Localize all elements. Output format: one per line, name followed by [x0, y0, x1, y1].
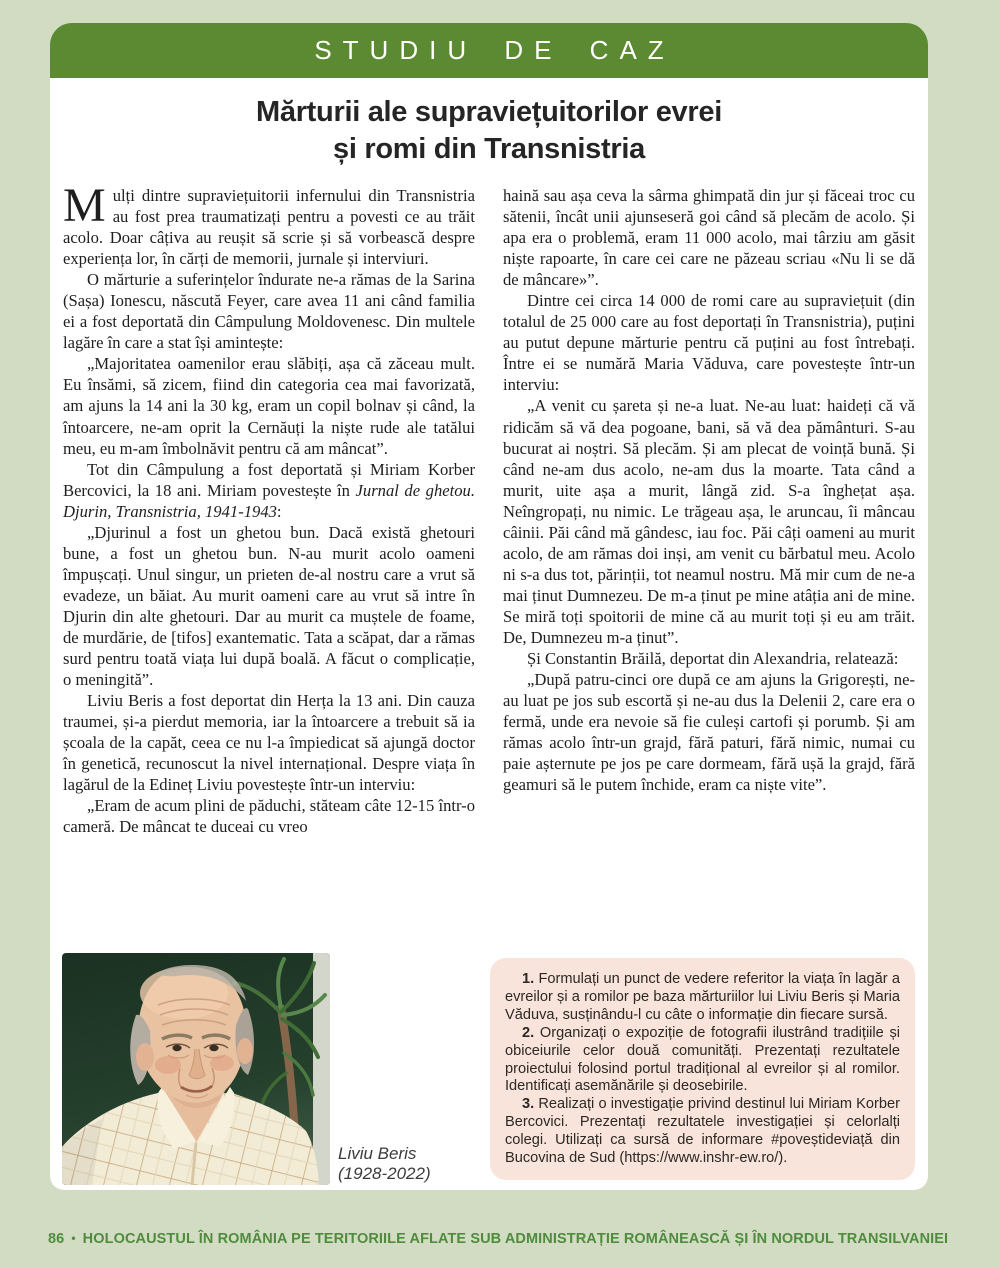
paragraph	[503, 395, 915, 648]
photo-caption-name: Liviu Beris	[338, 1144, 417, 1163]
paragraph	[503, 185, 915, 290]
footer-bullet: •	[71, 1231, 76, 1245]
paragraph	[63, 795, 475, 837]
text-run: Tot din Câmpulung a fost deportată și Miriam Korber Bercovici, la 18 ani. Miriam povestește în	[63, 459, 475, 500]
task-number: 1.	[522, 971, 539, 987]
text-run: ulți dintre supraviețuitorii infernului din Transnistria au fost prea traumatizați pentru a povesti ce au trăit acolo. Doar câțiva au reușit să scrie și să vorbească despre experiența lor, în cărți de memorii, jurnale și interviuri.	[63, 186, 475, 269]
page-title-line1: Mărturii ale supraviețuitorilor evrei	[256, 96, 722, 128]
book-title-italic: Jurnal de ghetou. Djurin, Transnistria, 1941-1943	[63, 480, 475, 521]
page-title	[50, 94, 928, 168]
page-footer	[48, 1229, 988, 1248]
text-run: O mărturie a suferințelor îndurate ne-a rămas de la Sarina (Sașa) Ionescu, născută Feyer, care avea 11 ani când familia ei a fost deportată din Câmpulung Moldovenesc. Din multele lagăre în care a stat își amintește:	[63, 270, 475, 353]
task-number: 2.	[522, 1024, 540, 1041]
paragraph	[63, 459, 475, 522]
text-run: „Eram de acum plini de păduchi, stăteam câte 12-15 într-o cameră. De mâncat te duceai cu vreo	[63, 796, 475, 837]
task-item: 1. Formulați un punct de vedere referitor la viața în lagăr a evreilor și a romilor pe baza mărturiilor lui Liviu Beris și Maria Văduva, susținându-l cu câte o informație din fiecare sursă.	[505, 971, 900, 1023]
task-item: 2. Organizați o expoziție de fotografii ilustrând tradițiile și obiceiurile celor două comunități. Prezentați rezultatele proiectului folosind portul tradițional al evreilor și al romilor. Identificați asemănările și deosebirile.	[505, 1024, 900, 1095]
text-run: Și Constantin Brăilă, deportat din Alexandria, relatează:	[527, 649, 899, 669]
page-content	[50, 78, 928, 1190]
paragraph	[503, 290, 915, 395]
paragraph	[63, 269, 475, 353]
drop-cap: M	[63, 179, 106, 232]
task-number: 3.	[522, 1096, 539, 1113]
paragraph	[63, 353, 475, 458]
case-study-banner	[50, 23, 928, 78]
task-item: 3. Realizați o investigație privind destinul lui Miriam Korber Bercovici. Prezentați rezultatele investigației și celorlalți colegi. Utilizați ca sursă de informare #poveștideviață din Bucovina de Sud (https://www.inshr-ew.ro/).	[505, 1096, 900, 1167]
photo-caption-years: (1928-2022)	[338, 1164, 431, 1183]
text-run: „După patru-cinci ore după ce am ajuns la Grigorești, ne-au luat pe jos sub escortă și ne-au dus la Delenii 2, care era o fermă, unde era nevoie să fie culeși cartofi și porumb. Și am rămas acolo într-un grajd, fără paturi, fără nimic, numai cu paie așternute pe jos pe care dormeam, fără ușă la grajd, fără geamuri să le putem închide, eram ca niște vite”.	[503, 670, 915, 795]
article-column-left	[63, 179, 475, 837]
article-column-right	[503, 185, 915, 795]
page-number: 86	[48, 1231, 65, 1247]
paragraph	[503, 648, 915, 669]
banner-label: STUDIU DE CAZ	[314, 35, 675, 65]
liviu-beris-photo	[62, 953, 330, 1185]
text-run: Liviu Beris a fost deportat din Herța la 13 ani. Din cauza traumei, și-a pierdut memoria, iar la întoarcere a trebuit să ia școala de la capăt, ceea ce nu l-a împiedicat să ajungă doctor în genetică, recunoscut la nivel internațional. Despre viața în lagărul de la Edineț Liviu povestește într-un interviu:	[63, 691, 475, 795]
paragraph	[63, 522, 475, 690]
portrait-illustration	[62, 953, 330, 1185]
text-run: haină sau așa ceva la sârma ghimpată din jur și făceai troc cu sătenii, încât unii ajunseseră goi când să plecăm de acolo. Și apa era o problemă, eram 11 000 acolo, mai târziu am găsit niște rapoarte, în care cei care ne păzeau scriau «Nu li se dă de mâncare»”.	[503, 186, 915, 290]
text-run: „A venit cu șareta și ne-a luat. Ne-au luat: haideți că vă ridicăm să vă dea pogoane, bani, să vă dea pământuri. S-au bucurat ai noștri. Să plecăm. Și am plecat de voință bună. Și când ne-am dus acolo, ne-am dus la moarte. Tata când a murit, uite așa a murit, lângă zid. S-a înghețat așa. Neîngropați, nu nimic. Le trăgeau așa, le aruncau, îi mâncau câinii. Păi când mă gândesc, iau foc. Păi câți oameni au murit acolo, de am rămas doi inși, am venit cu bărbatul meu. Acolo ni s-a dus tot, părinții, tot neamul nostru. Mă mir cum de ne-a mai ținut Dumnezeu. De m-a ținut pe mine atâția ani de mine. Se miră toți spoitorii de mine că au murit toți și eu am trăit. De, Dumnezeu m-a ținut”.	[503, 396, 915, 647]
text-run: :	[276, 501, 282, 521]
wall-strip	[313, 953, 330, 1185]
paragraph	[63, 179, 475, 269]
paragraph	[503, 669, 915, 795]
tasks-box	[490, 958, 915, 1180]
text-run: Dintre cei circa 14 000 de romi care au supraviețuit (din totalul de 25 000 care au fost deportați în Transnistria), puțini au putut depune mărturie pentru că puțini au fost întrebați. Între ei se numără Maria Văduva, care povestește într-un interviu:	[503, 291, 915, 395]
photo-caption	[338, 1144, 431, 1184]
text-run: „Majoritatea oamenilor erau slăbiți, așa că zăceau mult. Eu însămi, să zicem, fiind din categoria cea mai favorizată, am ajuns la 14 ani la 30 kg, eram un copil bolnav și când, la întoarcere, ne-am oprit la Cernăuți la niște rude ale tatălui meu, eu m-am îmbolnăvit pentru că am mâncat”.	[63, 354, 475, 458]
footer-text: HOLOCAUSTUL ÎN ROMÂNIA PE TERITORIILE AFLATE SUB ADMINISTRAȚIE ROMÂNEASCĂ ȘI ÎN NORDUL TRANSILVANIEI	[82, 1231, 949, 1247]
text-run: „Djurinul a fost un ghetou bun. Dacă există ghetouri bune, a fost un ghetou bun. N-au murit acolo oameni împușcați. Unul singur, un prieten de-al nostru care a vrut să evadeze, un băiat. Au murit oameni care au vrut să intre în Djurin din alte ghetouri. Dar au murit ca muștele de foame, de murdărie, de [tifos] exantematic. Tata a scăpat, dar a rămas surd pentru toată viața lui după boală. A făcut o complicație, o meningită”.	[63, 522, 475, 690]
page-title-line2: și romi din Transnistria	[333, 133, 645, 165]
paragraph	[63, 690, 475, 795]
